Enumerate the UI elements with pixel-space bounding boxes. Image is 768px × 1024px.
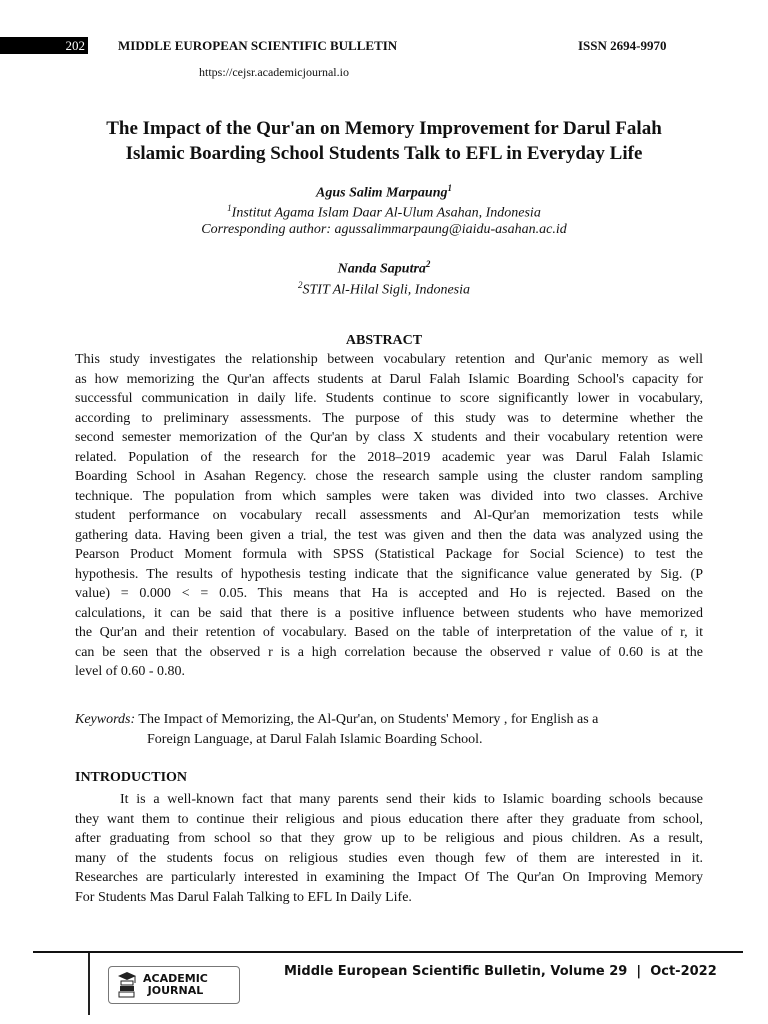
author-1 — [60, 183, 708, 202]
text-line: many of the students focus on religious studies even though few of them are interested in it. — [75, 850, 703, 866]
text-line: It is a well-known fact that many parents send their kids to Islamic boarding schools because — [120, 792, 703, 807]
text-line: gathering data. Having been given a trial, the test was given and then the data was analyzed using the — [75, 527, 703, 543]
introduction-heading: INTRODUCTION — [75, 770, 188, 785]
affiliation-text: Institut Agama Islam Daar Al-Ulum Asahan, Indonesia — [231, 205, 541, 221]
text-line: as how memorizing the Qur'an affects students at Darul Falah Islamic Boarding School's capacity for — [75, 371, 703, 387]
affiliation-text: STIT Al-Hilal Sigli, Indonesia — [302, 282, 470, 298]
journal-url[interactable]: https://cejsr.academicjournal.io — [199, 65, 349, 79]
text-line: according to preliminary assessments. The purpose of this study was to determine whether the — [75, 410, 703, 426]
text-line: after graduating from school so that they grow up to be religious and pious children. As a result, — [75, 831, 703, 846]
page-number: 202 — [0, 37, 88, 54]
graduation-books-icon — [117, 971, 137, 999]
keywords — [75, 710, 703, 750]
text-line: This study investigates the relationship between vocabulary retention and Qur'anic memory as well — [75, 352, 703, 367]
text-line: hypothesis. The results of hypothesis testing indicate that the significance value generated by Sig. (P — [75, 566, 703, 582]
text-line: they want them to continue their religious and pious education there after they graduate from school, — [75, 811, 703, 827]
abstract-heading: ABSTRACT — [345, 333, 423, 348]
academic-journal-logo — [108, 966, 240, 1004]
logo-text: JOURNAL — [147, 984, 204, 997]
keywords-text: The Impact of Memorizing, the Al-Qur'an, on Students' Memory , for English as a — [138, 712, 599, 727]
author-sup: 1 — [447, 183, 452, 193]
footer-divider — [33, 951, 743, 953]
text-line: the Qur'an and their retention of vocabulary. Based on the table of interpretation of the value of r, it — [75, 625, 703, 640]
text-line: Researches are particularly interested in examining the Impact Of The Qur'an On Improving Memory — [75, 870, 703, 885]
corresponding-author: Corresponding author: agussalimmarpaung@iaidu-asahan.ac.id — [201, 222, 567, 237]
title-line: The Impact of the Qur'an on Memory Improvement for Darul Falah — [106, 118, 662, 139]
author-sup: 2 — [425, 259, 431, 269]
author-name: Nanda Saputra — [337, 261, 426, 277]
text-line: related. Population of the research for the 2018–2019 academic year was Darul Falah Islamic — [75, 449, 703, 465]
paper-title — [60, 116, 708, 166]
text-line: student performance on vocabulary recall assessments and Al-Qur'an memorization tests while — [75, 508, 703, 523]
affiliation-1 — [60, 203, 708, 222]
title-line: Islamic Boarding School Students Talk to EFL in Everyday Life — [125, 143, 643, 164]
author-2 — [60, 259, 708, 278]
affiliation-sup: 1 — [227, 203, 232, 213]
text-line: level of 0.60 - 0.80. — [75, 664, 186, 679]
keywords-label: Keywords: — [75, 712, 136, 727]
journal-name: MIDDLE EUROPEAN SCIENTIFIC BULLETIN — [118, 38, 398, 53]
affiliation-sup: 2 — [298, 280, 303, 290]
abstract-body — [75, 350, 703, 682]
text-line: technique. The population from which samples were taken was divided into two classes. Archive — [75, 488, 703, 504]
text-line: Boarding School in Asahan Regency. chose the research sample using the cluster random sampling — [75, 469, 703, 484]
text-line: successful communication in daily life. Students continue to score significantly lower in vocabulary, — [75, 391, 703, 406]
text-line: calculations, it can be said that there is a positive influence between students who have memorized — [75, 605, 703, 621]
text-line: can be seen that the observed r is a high correlation because the observed r value of 0.60 is at the — [75, 644, 703, 660]
text-line: value) = 0.000 < = 0.05. This means that Ha is accepted and Ho is rejected. Based on the — [75, 586, 703, 601]
text-line: Pearson Product Moment formula with SPSS (Statistical Package for Social Science) to test the — [75, 547, 703, 562]
text-line: second semester memorization of the Qur'an by class X students and their vocabulary retention were — [75, 430, 703, 445]
text-line: For Students Mas Darul Falah Talking to EFL In Daily Life. — [75, 889, 412, 905]
issn: ISSN 2694-9970 — [578, 38, 667, 53]
affiliation-2 — [60, 280, 708, 299]
keywords-text: Foreign Language, at Darul Falah Islamic Boarding School. — [147, 732, 483, 747]
logo-text: ACADEMIC — [143, 972, 208, 985]
footer-citation: Middle European Scientific Bulletin, Volume 29 | Oct-2022 — [284, 964, 717, 979]
introduction-body — [75, 790, 703, 907]
footer-vertical-divider — [88, 953, 90, 1015]
author-name: Agus Salim Marpaung — [316, 185, 448, 201]
